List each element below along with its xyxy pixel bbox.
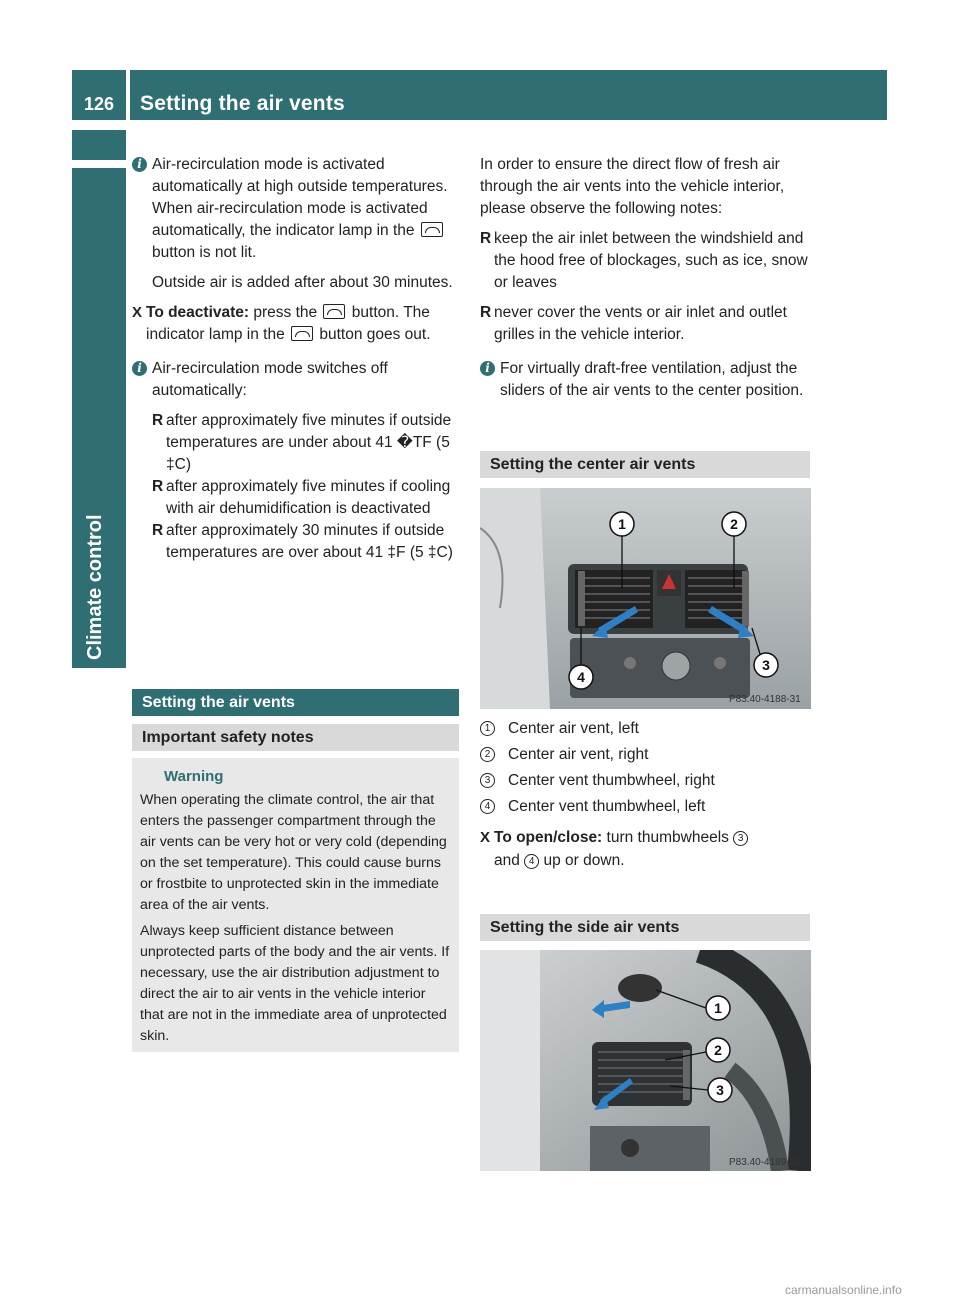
action-deactivate: [132, 302, 460, 346]
legend-text: Center vent thumbwheel, right: [508, 772, 715, 789]
legend-item: [480, 716, 812, 742]
bullet-icon: R: [480, 304, 492, 321]
side-vents-heading: Setting the side air vents: [480, 914, 810, 941]
svg-text:2: 2: [714, 1042, 722, 1058]
subsection-heading: Important safety notes: [132, 724, 459, 751]
watermark: carmanualsonline.info: [785, 1283, 902, 1297]
section-heading: Setting the air vents: [132, 689, 459, 716]
svg-text:4: 4: [577, 669, 585, 685]
svg-text:2: 2: [730, 516, 738, 532]
side-vents-illustration: [480, 950, 811, 1171]
list-item-text: keep the air inlet between the windshield and the hood free of blockages, such as ice, snow or leaves: [494, 230, 808, 291]
side-tab-label: Climate control: [84, 514, 106, 660]
callout-number: 4: [524, 854, 539, 869]
intro-text: In order to ensure the direct flow of fresh air through the air vents into the vehicle interior, please observe the following notes:: [480, 156, 785, 217]
list-item: [152, 476, 460, 520]
action-text-1: press the: [253, 304, 318, 321]
center-vents-heading: Setting the center air vents: [480, 451, 810, 478]
list-item: [152, 410, 460, 476]
info-text-2: Outside air is added after about 30 minutes.: [152, 274, 453, 291]
header-bar: [130, 70, 887, 120]
center-vents-legend: [480, 716, 812, 820]
action-text-3: The indicator lamp in the: [146, 304, 430, 343]
action-arrow-icon: X: [132, 304, 143, 321]
recirculation-button-icon: [323, 304, 345, 319]
callout-number: 3: [733, 831, 748, 846]
page-title: Setting the air vents: [140, 92, 345, 115]
center-photo-code: P83.40-4188-31: [729, 694, 801, 705]
side-vents-photo: [480, 950, 811, 1171]
info-text: [152, 154, 460, 264]
action-lead: To open/close:: [494, 829, 603, 846]
info-note-recirculation: [132, 154, 460, 294]
list-item: [152, 520, 460, 564]
left-column: [132, 154, 460, 564]
legend-text: Center vent thumbwheel, left: [508, 798, 706, 815]
side-tab-top: [72, 130, 126, 160]
svg-text:3: 3: [762, 657, 770, 673]
legend-item: [480, 742, 812, 768]
legend-number: 1: [480, 721, 495, 736]
recirculation-button-icon: [291, 326, 313, 341]
action-open-close: [480, 826, 812, 872]
legend-text: Center air vent, right: [508, 746, 649, 763]
svg-text:1: 1: [618, 516, 626, 532]
info-text: For virtually draft-free ventilation, adjust the sliders of the air vents to the center position.: [500, 360, 804, 399]
svg-text:3: 3: [716, 1082, 724, 1098]
recirculation-button-icon: [421, 222, 443, 237]
info-text: Air-recirculation mode switches off automatically:: [152, 360, 388, 399]
warning-box: [132, 758, 459, 1052]
center-vents-illustration: [480, 488, 811, 709]
action-text-2: and: [494, 852, 520, 869]
action-text-1: turn thumbwheels: [606, 829, 729, 846]
bullet-icon: R: [152, 412, 164, 429]
info-icon: i: [480, 361, 495, 376]
bullet-icon: R: [152, 478, 164, 495]
list-item-text: after approximately 30 minutes if outside temperatures are over about 41 ‡F (5 ‡C): [166, 522, 453, 561]
warning-paragraph: When operating the climate control, the air that enters the passenger compartment through the air vents can be very hot or very cold (depending on the set temperature). This could cause burns or frostbite to unprotected skin in the immediate area of the air vents.: [140, 792, 447, 913]
legend-number: 3: [480, 773, 495, 788]
warning-paragraph: Always keep sufficient distance between unprotected parts of the body and the air vents. If necessary, use the air distribution adjustment to direct the air to air vents in the vehicle interior that are not in the immediate area of unprotected skin.: [140, 923, 450, 1044]
list-item: [480, 228, 812, 294]
action-text: [146, 302, 460, 346]
right-column: [480, 154, 812, 402]
info-note-switch-off: [132, 358, 460, 564]
list-item-text: never cover the vents or air inlet and outlet grilles in the vehicle interior.: [494, 304, 787, 343]
legend-number: 2: [480, 747, 495, 762]
legend-number: 4: [480, 799, 495, 814]
action-arrow-icon: X: [480, 829, 491, 846]
action-text-4: button goes out.: [319, 326, 431, 343]
legend-item: [480, 768, 812, 794]
legend-item: [480, 794, 812, 820]
info-text-part: Air-recirculation mode is activated automatically at high outside temperatures. When air-recirculation mode is activated automatically, the indicator lamp in the: [152, 156, 448, 239]
page-number: 126: [84, 94, 115, 114]
info-text-end: button is not lit.: [152, 244, 257, 261]
center-vents-photo: [480, 488, 811, 709]
list-item: [480, 302, 812, 346]
info-icon: i: [132, 361, 147, 376]
page-number-box: [72, 70, 126, 120]
warning-title-text: Warning: [164, 768, 224, 785]
list-item-text: after approximately five minutes if cooling with air dehumidification is deactivated: [166, 478, 451, 517]
list-item-text: after approximately five minutes if outside temperatures are under about 41 �TF (5 ‡C): [166, 412, 452, 473]
action-text-3: up or down.: [543, 852, 625, 869]
svg-text:1: 1: [714, 1000, 722, 1016]
side-photo-code: P83.40-4189-31: [729, 1157, 801, 1168]
info-note-draft: [480, 358, 812, 402]
warning-title: [140, 766, 452, 787]
action-text: [494, 826, 812, 872]
info-icon: i: [132, 157, 147, 172]
action-lead: To deactivate:: [146, 304, 250, 321]
action-text-2: button.: [351, 304, 400, 321]
legend-text: Center air vent, left: [508, 720, 639, 737]
bullet-icon: R: [152, 522, 164, 539]
bullet-icon: R: [480, 230, 492, 247]
